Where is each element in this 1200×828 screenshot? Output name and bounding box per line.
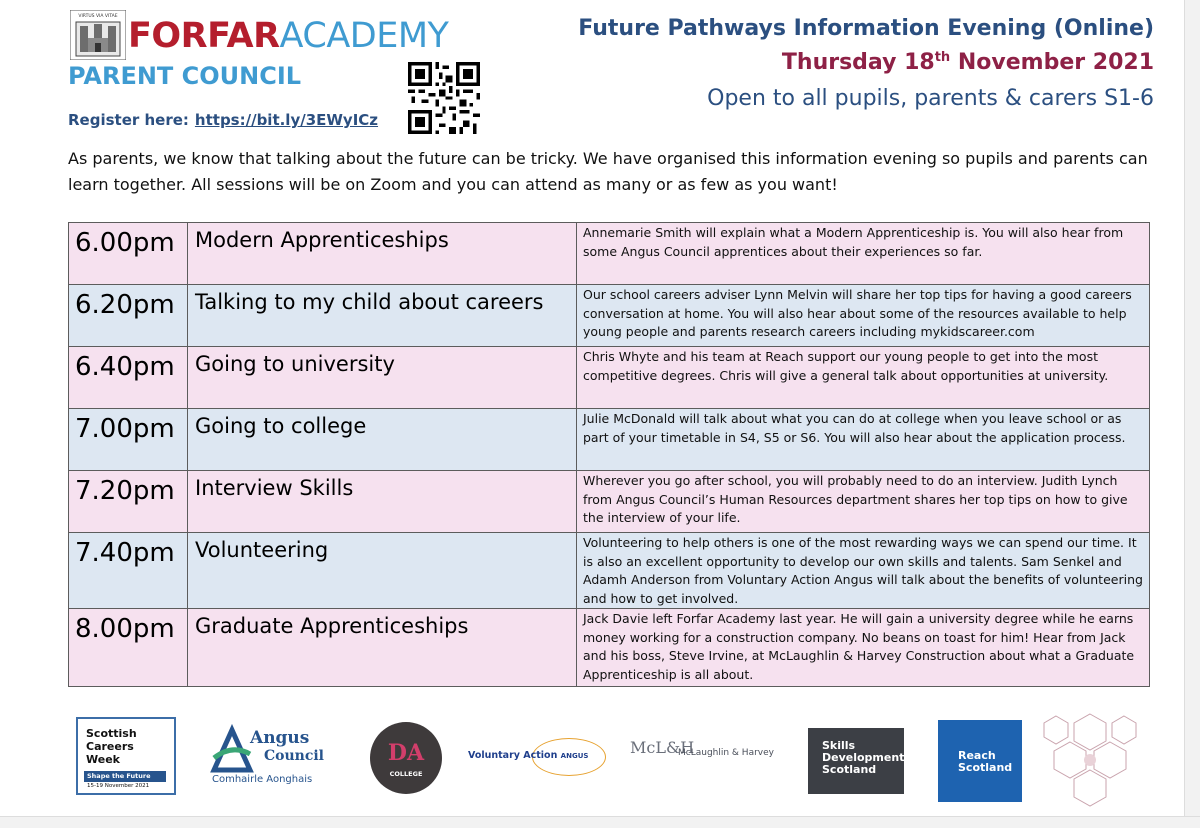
session-description: Wherever you go after school, you will probably need to do an interview. Judith Lynch from Angus Council’s Human Resources department shares her top tips on how to give the interview of your life. [577,471,1150,533]
angus-council-a-icon [210,724,254,774]
angus-council-logo [210,722,330,794]
parent-council-heading: PARENT COUNCIL [68,62,302,90]
schedule-table [68,222,1150,687]
event-date [782,50,1154,75]
scw-tagline: Shape the Future [84,771,166,782]
event-day-suffix: th [934,50,951,65]
da-college: COLLEGE [389,770,423,778]
session-topic: Graduate Apprenticeships [188,609,577,687]
mclaughlin-harvey-logo [630,736,790,782]
reach-scotland-logo [938,720,1022,802]
qr-code-icon[interactable] [408,62,480,134]
table-row [69,347,1150,409]
skills-development-scotland-logo [808,728,904,794]
session-description: Annemarie Smith will explain what a Modern Apprenticeship is. You will also hear from some Angus Council apprentices about their experiences so far. [577,223,1150,285]
dundee-angus-college-logo [370,722,442,794]
intro-paragraph: As parents, we know that talking about the future can be tricky. We have organised this information evening so pupils and parents can learn together. All sessions will be on Zoom and you can attend as many or as few as you want! [68,149,1148,194]
session-description: Our school careers adviser Lynn Melvin will share her top tips for having a good careers conversation at home. You will also hear about some of the resources available to help young people and parents research careers including mykidscareer.com [577,285,1150,347]
va-name-text: Voluntary Action [468,750,558,761]
session-topic: Modern Apprenticeships [188,223,577,285]
event-audience: Open to all pupils, parents & carers S1-6 [707,86,1154,111]
school-name [128,14,448,58]
session-time: 7.00pm [69,409,188,471]
mh-mark: McL&H [630,738,695,757]
table-row [69,471,1150,533]
scw-dates: 15-19 November 2021 [87,783,150,789]
school-name-academy: ACADEMY [279,16,449,56]
angus-gaelic: Comhairle Aonghais [212,774,313,785]
register-link[interactable]: https://bit.ly/3EWyICz [194,111,379,129]
session-time: 6.20pm [69,285,188,347]
register-label: Register here: [68,111,189,129]
table-row [69,223,1150,285]
sds-name: Skills Development Scotland [822,739,905,776]
school-name-forfar: FORFAR [128,16,280,56]
scottish-careers-week-logo [76,717,176,795]
session-description: Volunteering to help others is one of the most rewarding ways we can spend our time. It is also an excellent opportunity to develop our own skills and talents. Sam Senkel and Adamh Anderson from Voluntary Action Angus will talk about the benefits of volunteering and how to get involved. [577,533,1150,609]
session-topic: Volunteering [188,533,577,609]
session-description: Jack Davie left Forfar Academy last year. He will gain a university degree while he earns money working for a construction company. No beans on toast for him! Hear from Jack and his boss, Steve Irvine, at McLaughlin & Harvey Construction about what a Graduate Apprenticeship is all about. [577,609,1150,687]
event-month-year: November 2021 [957,50,1154,75]
session-time: 7.20pm [69,471,188,533]
va-angus-text: ANGUS [560,752,589,760]
table-row [69,609,1150,687]
table-row [69,533,1150,609]
session-description: Julie McDonald will talk about what you can do at college when you leave school or as part of your timetable in S4, S5 or S6. You will also hear about the application process. [577,409,1150,471]
session-time: 6.40pm [69,347,188,409]
castle-crest-icon [70,10,126,60]
voluntary-action-angus-logo [466,734,606,780]
session-time: 7.40pm [69,533,188,609]
event-day: Thursday 18 [781,50,935,75]
register-line [68,111,378,129]
window-edge-bottom [0,816,1200,828]
da-mark: DA [387,740,425,766]
scw-title: Scottish Careers Week [86,727,137,766]
angus-council-word: Council [264,748,324,764]
table-row [69,285,1150,347]
session-time: 8.00pm [69,609,188,687]
va-name [468,750,588,761]
reach-name: Reach Scotland [958,749,1013,774]
session-description: Chris Whyte and his team at Reach support our young people to get into the most competitive degrees. Chris will give a general talk about opportunities at university. [577,347,1150,409]
table-row [69,409,1150,471]
session-topic: Going to college [188,409,577,471]
hexagon-diagram-icon [1040,712,1140,808]
angus-name: Angus [250,728,310,748]
session-time: 6.00pm [69,223,188,285]
crest-motto: VIRTUS VIA VITAE [78,14,118,19]
window-edge-right [1184,0,1200,828]
session-topic: Talking to my child about careers [188,285,577,347]
session-topic: Going to university [188,347,577,409]
mh-name: McLaughlin & Harvey [678,748,774,758]
event-title: Future Pathways Information Evening (Online) [578,16,1154,41]
session-topic: Interview Skills [188,471,577,533]
